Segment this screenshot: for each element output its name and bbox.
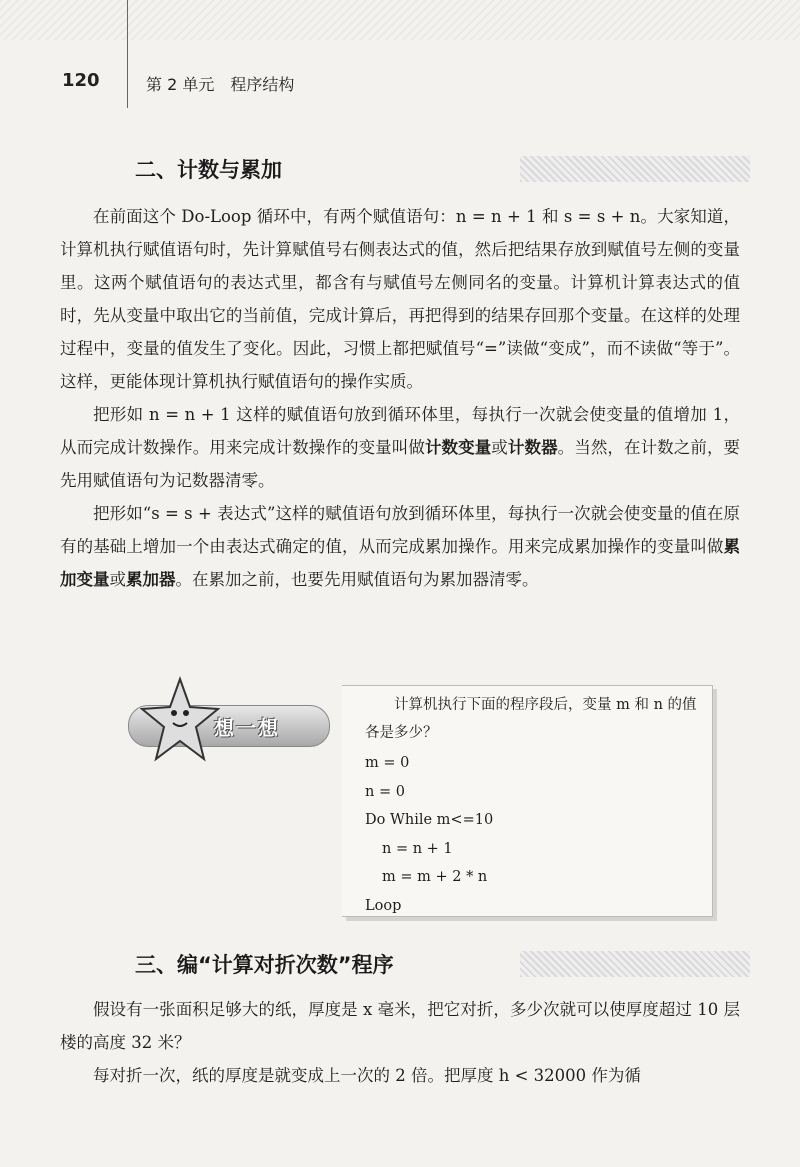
term-counter: 计数器 xyxy=(507,438,558,457)
section-2-paragraph-3 xyxy=(60,497,740,596)
heading-decor-bar xyxy=(520,951,750,977)
think-badge-label: 想一想 xyxy=(214,716,280,740)
header-divider xyxy=(127,0,128,108)
code-line: m = m + 2 * n xyxy=(382,869,488,885)
code-line: n = n + 1 xyxy=(382,840,453,857)
section-3-title: 三、编“计算对折次数”程序 xyxy=(135,953,394,977)
section-3-body xyxy=(60,993,740,1092)
section-2-title: 二、计数与累加 xyxy=(135,158,282,182)
term-counter-variable: 计数变量 xyxy=(424,438,492,457)
p3-text-d: 。在累加之前，也要先用赋值语句为累加器清零。 xyxy=(175,570,539,589)
p2-text-a: 把形如 n = n + 1 这样的赋值语句放到循环体里，每执行一次就会使变量的值增加 1，从而完成计数操作。用来完成计数操作的变量叫做 xyxy=(60,405,740,457)
think-box xyxy=(120,675,720,925)
p2-text-d: 。当然，在计数之前，要先用赋值语句为记数器清零。 xyxy=(60,438,741,490)
section-2-paragraph-1: 在前面这个 Do-Loop 循环中，有两个赋值语句：n = n + 1 和 s = s + n。大家知道，计算机执行赋值语句时，先计算赋值号右侧表达式的值，然后把结果存放到赋值号左侧的变量里。这两个赋值语句的表达式里，都含有与赋值号左侧同名的变量。计算机计算表达式的值时，先从变量中取出它的当前值，完成计算后，再把得到的结果存回那个变量。在这样的处理过程中，变量的值发生了变化。因此，习惯上都把赋值号“=”读做“变成”，而不读做“等于”。这样，更能体现计算机执行赋值语句的操作实质。 xyxy=(60,207,740,391)
code-block xyxy=(365,749,705,920)
code-line: Loop xyxy=(365,897,402,914)
page-number: 120 xyxy=(62,70,100,91)
section-2-heading xyxy=(60,150,750,190)
page-top-texture xyxy=(0,0,800,40)
think-box-content xyxy=(365,691,705,920)
section-3-heading xyxy=(60,945,750,985)
heading-decor-bar xyxy=(520,156,750,182)
code-line: Do While m<=10 xyxy=(365,812,494,828)
term-accumulator: 累加器 xyxy=(126,570,176,589)
section-3-paragraph-1: 假设有一张面积足够大的纸，厚度是 x 毫米，把它对折，多少次就可以使厚度超过 10 层楼的高度 32 米？ xyxy=(60,1000,740,1052)
section-3-paragraph-2: 每对折一次，纸的厚度是就变成上一次的 2 倍。把厚度 h < 32000 作为循 xyxy=(93,1066,641,1085)
p3-text-or: 或 xyxy=(109,570,126,589)
star-mascot-icon xyxy=(140,675,220,765)
p3-text-a: 把形如“s = s + 表达式”这样的赋值语句放到循环体里，每执行一次就会使变量的值在原有的基础上增加一个由表达式确定的值，从而完成累加操作。用来完成累加操作的变量叫做 xyxy=(60,504,740,556)
term-accumulator-variable: 累加变量 xyxy=(60,537,740,589)
think-question: 计算机执行下面的程序段后，变量 m 和 n 的值各是多少？ xyxy=(365,697,697,741)
code-line: n = 0 xyxy=(365,783,405,800)
unit-title: 第 2 单元 程序结构 xyxy=(146,75,295,94)
p2-text-or: 或 xyxy=(491,438,508,457)
code-line: m = 0 xyxy=(365,755,410,771)
section-2-paragraph-2 xyxy=(60,398,740,497)
section-2-body xyxy=(60,200,740,596)
